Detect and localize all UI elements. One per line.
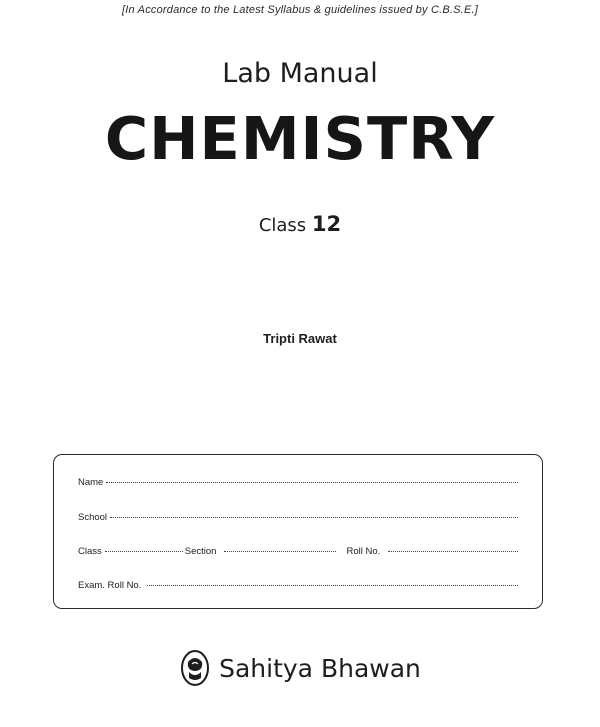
section-label: Section: [184, 546, 217, 557]
school-fill-line[interactable]: [110, 517, 518, 518]
class-fill-line[interactable]: [105, 551, 183, 552]
book-title: CHEMISTRY: [104, 104, 496, 173]
exam-roll-label: Exam. Roll No.: [78, 580, 142, 591]
publisher-name: Sahitya Bhawan: [219, 653, 421, 683]
publisher-logo: [0, 648, 600, 688]
roll-fill-line[interactable]: [388, 551, 518, 552]
syllabus-note: [In Accordance to the Latest Syllabus & guidelines issued by C.B.S.E.]: [121, 4, 478, 16]
name-label: Name: [78, 477, 104, 488]
class-label: Class: [258, 215, 307, 236]
class-section-roll-row: [78, 546, 520, 557]
class-number: 12: [311, 212, 342, 236]
author-name: Tripti Rawat: [263, 331, 337, 346]
section-fill-line[interactable]: [224, 551, 336, 552]
book-subtitle: Lab Manual: [222, 58, 378, 89]
student-details-box: [53, 454, 543, 609]
exam-roll-row: [78, 580, 520, 591]
sahitya-bhawan-logo-icon: [179, 648, 211, 688]
name-row: [78, 477, 520, 488]
school-row: [78, 512, 520, 523]
roll-label: Roll No.: [346, 546, 381, 557]
school-label: School: [78, 512, 108, 523]
name-fill-line[interactable]: [106, 482, 518, 483]
class-line: [0, 212, 600, 236]
form-class-label: Class: [78, 546, 102, 557]
exam-roll-fill-line[interactable]: [147, 585, 518, 586]
